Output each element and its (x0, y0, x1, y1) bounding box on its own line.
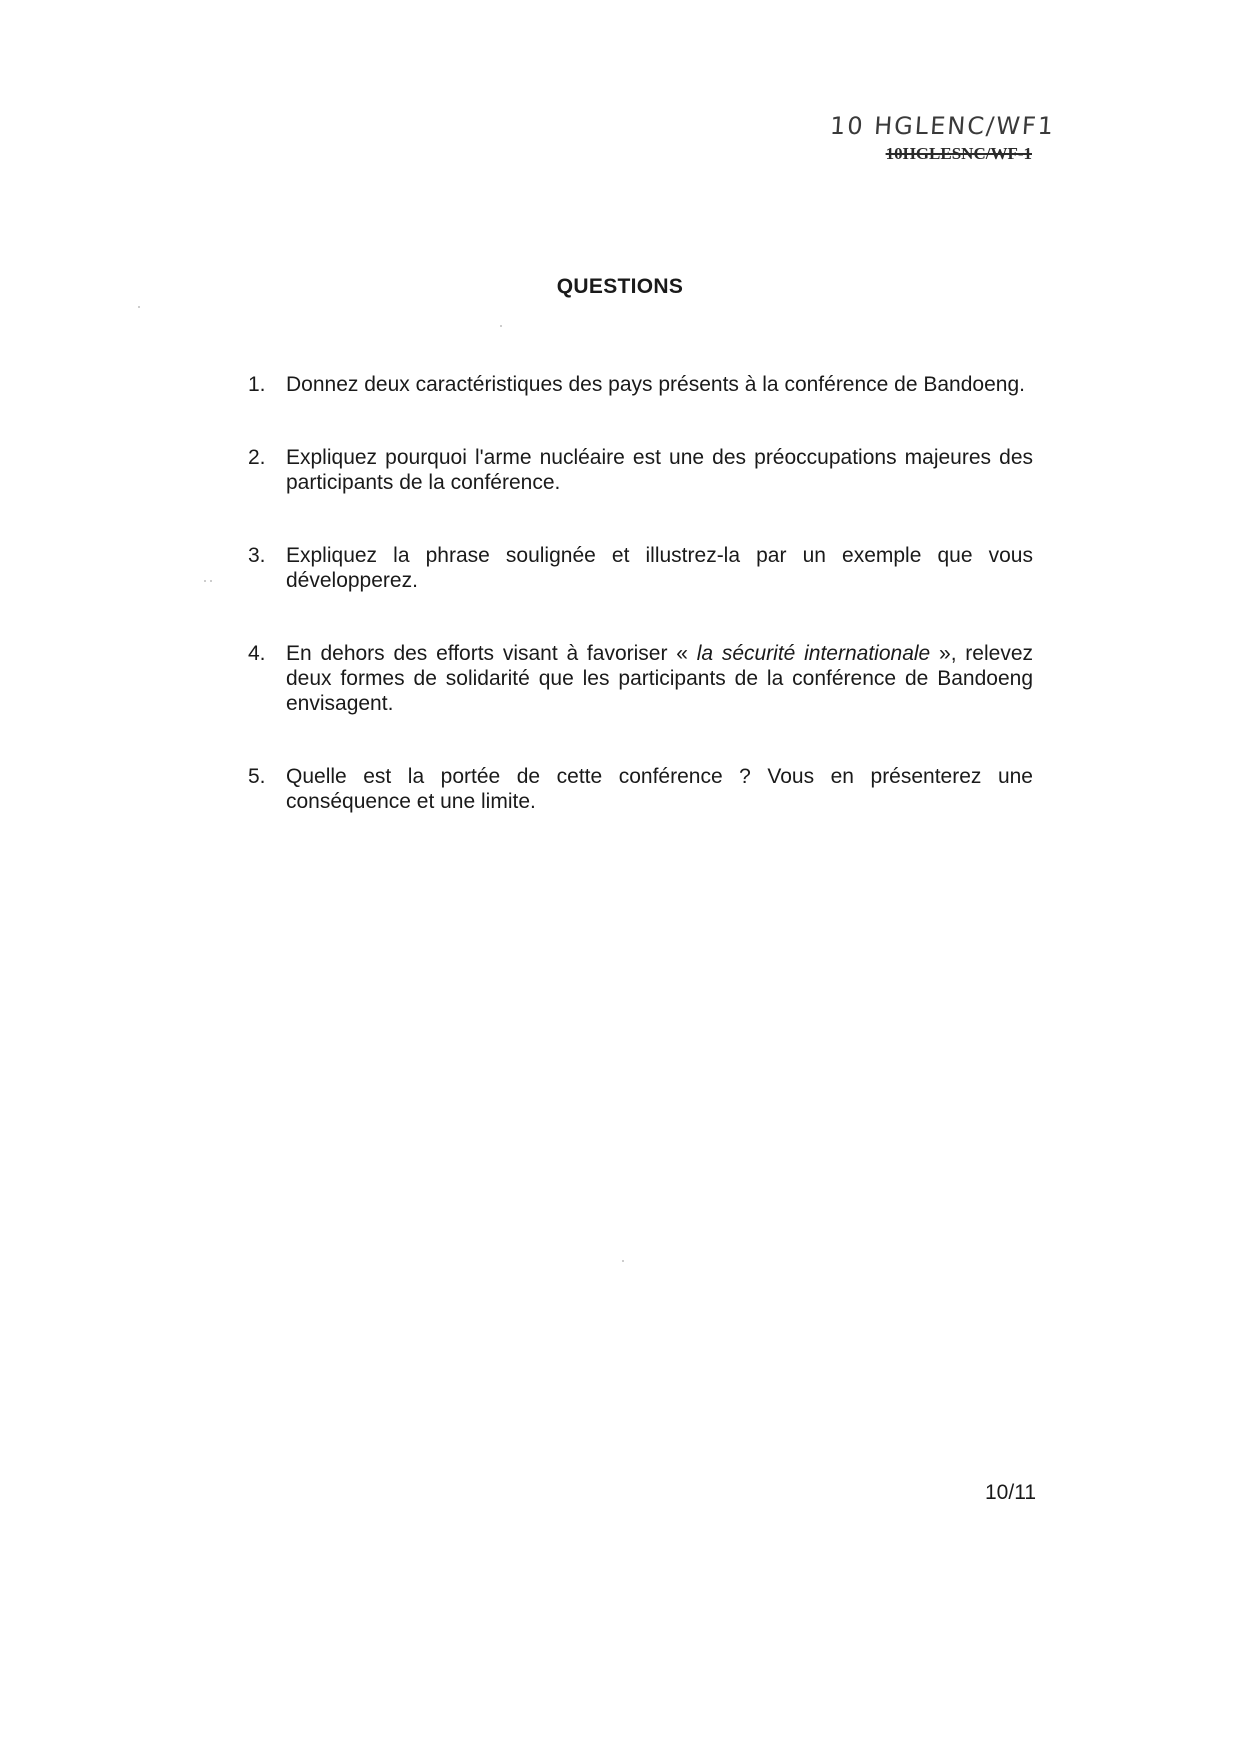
question-text-after: », relevez deux formes de solidarité que les participants de la conférence de Bandoeng envisagent. (286, 642, 1033, 715)
question-item-1 (248, 372, 1033, 397)
question-item-2 (248, 445, 1033, 495)
question-quoted-phrase: la sécurité internationale (696, 642, 931, 665)
question-item-5 (248, 764, 1033, 814)
question-text: Quelle est la portée de cette conférence ? Vous en présenterez une conséquence et une limite. (286, 765, 1033, 813)
question-number: 4. (248, 642, 266, 665)
question-number: 5. (248, 765, 266, 788)
question-item-3 (248, 543, 1033, 593)
scan-speck (500, 325, 502, 327)
question-text: Expliquez pourquoi l'arme nucléaire est une des préoccupations majeures des participants de la conférence. (286, 446, 1033, 494)
question-number: 3. (248, 544, 266, 567)
question-text: Expliquez la phrase soulignée et illustrez-la par un exemple que vous développerez. (286, 544, 1033, 592)
scan-speck (210, 580, 212, 582)
question-text-before: En dehors des efforts visant à favoriser « (286, 642, 697, 665)
scan-speck (138, 306, 140, 308)
question-number: 2. (248, 446, 266, 469)
page-title: QUESTIONS (556, 275, 684, 298)
question-item-4 (248, 641, 1033, 716)
question-number: 1. (248, 373, 266, 396)
printed-subject-code-struck: 10HGLESNC/WF-1 (885, 144, 1032, 163)
scan-speck (622, 1260, 624, 1262)
question-text (286, 641, 1033, 716)
scan-speck (204, 580, 206, 582)
question-text: Donnez deux caractéristiques des pays présents à la conférence de Bandoeng. (286, 373, 1025, 396)
questions-list (248, 372, 1033, 814)
page-number: 10/11 (985, 1481, 1036, 1504)
handwritten-subject-code: 10 HGLENC/WF1 (829, 112, 1056, 140)
